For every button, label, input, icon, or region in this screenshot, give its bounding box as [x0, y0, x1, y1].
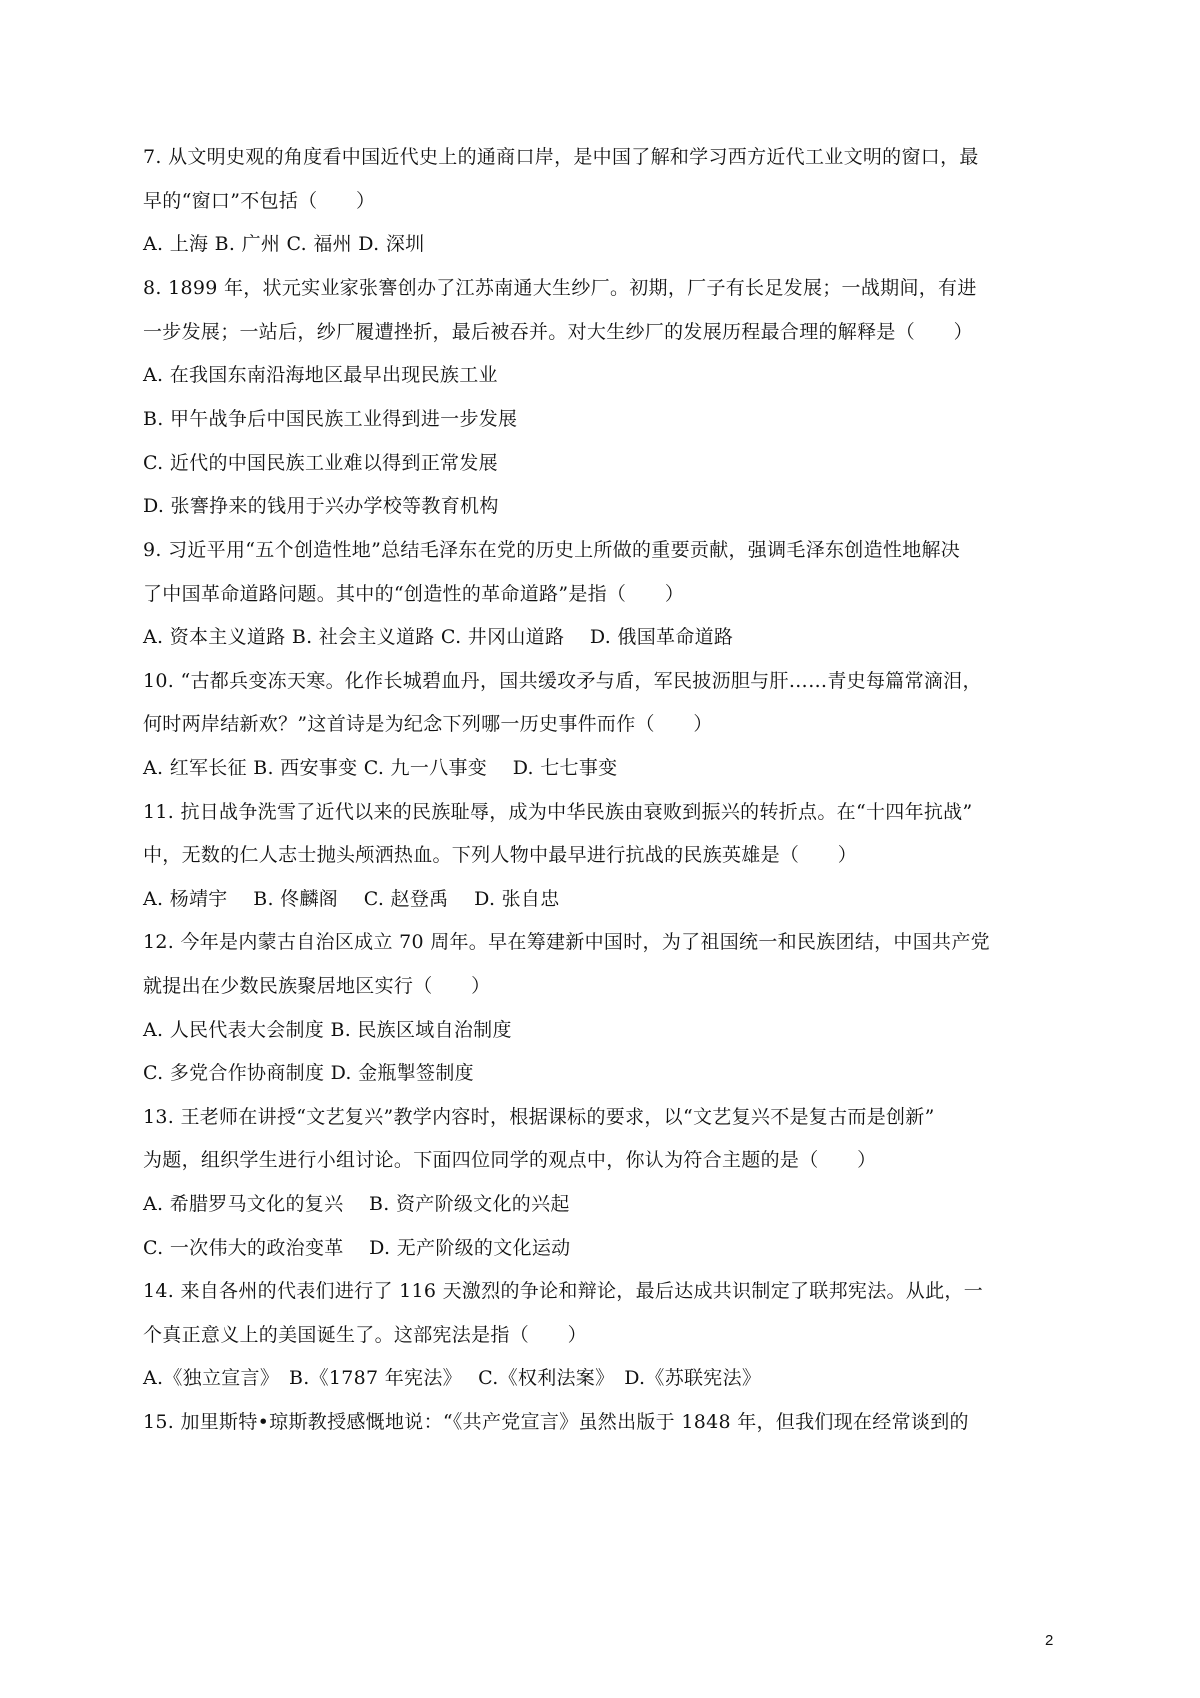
q12-stem-line-2: 就提出在少数民族聚居地区实行（ ） — [143, 975, 491, 997]
q14-stem-line-1: 14. 来自各州的代表们进行了 116 天激烈的争论和辩论，最后达成共识制定了联邦宪法。从此，一 — [143, 1280, 984, 1302]
q8-stem-line-2: 一步发展；一站后，纱厂履遭挫折，最后被吞并。对大生纱厂的发展历程最合理的解释是（ ） — [143, 321, 973, 343]
q13-options-cd: C. 一次伟大的政治变革 D. 无产阶级的文化运动 — [143, 1237, 571, 1259]
q13-options-ab: A. 希腊罗马文化的复兴 B. 资产阶级文化的兴起 — [143, 1193, 570, 1215]
q7-stem-line-1: 7. 从文明史观的角度看中国近代史上的通商口岸，是中国了解和学习西方近代工业文明的窗口，最 — [143, 146, 979, 168]
q7-stem-line-2: 早的“窗口”不包括（ ） — [143, 190, 376, 212]
q11-options: A. 杨靖宇 B. 佟麟阁 C. 赵登禹 D. 张自忠 — [143, 888, 560, 910]
q12-stem-line-1: 12. 今年是内蒙古自治区成立 70 周年。早在筹建新中国时，为了祖国统一和民族团结，中国共产党 — [143, 931, 990, 953]
q8-option-b: B. 甲午战争后中国民族工业得到进一步发展 — [143, 408, 518, 430]
q12-options-cd: C. 多党合作协商制度 D. 金瓶掣签制度 — [143, 1062, 474, 1084]
q8-option-a: A. 在我国东南沿海地区最早出现民族工业 — [143, 364, 498, 386]
page-number: 2 — [1045, 1632, 1054, 1649]
q9-stem-line-2: 了中国革命道路问题。其中的“创造性的革命道路”是指（ ） — [143, 583, 685, 605]
q12-options-ab: A. 人民代表大会制度 B. 民族区域自治制度 — [143, 1019, 512, 1041]
q13-stem-line-2: 为题，组织学生进行小组讨论。下面四位同学的观点中，你认为符合主题的是（ ） — [143, 1149, 877, 1171]
q10-options: A. 红军长征 B. 西安事变 C. 九一八事变 D. 七七事变 — [143, 757, 618, 779]
q8-stem-line-1: 8. 1899 年，状元实业家张謇创办了江苏南通大生纱厂。初期，厂子有长足发展；一战期间，有进 — [143, 277, 977, 299]
q11-stem-line-1: 11. 抗日战争洗雪了近代以来的民族耻辱，成为中华民族由衰败到振兴的转折点。在“十四年抗战” — [143, 801, 973, 823]
q11-stem-line-2: 中，无数的仁人志士抛头颅洒热血。下列人物中最早进行抗战的民族英雄是（ ） — [143, 844, 858, 866]
q14-options: A.《独立宣言》 B.《1787 年宪法》 C.《权利法案》 D.《苏联宪法》 — [143, 1367, 762, 1389]
q9-options: A. 资本主义道路 B. 社会主义道路 C. 井冈山道路 D. 俄国革命道路 — [143, 626, 734, 648]
q14-stem-line-2: 个真正意义上的美国诞生了。这部宪法是指（ ） — [143, 1324, 587, 1346]
q10-stem-line-2: 何时两岸结新欢？”这首诗是为纪念下列哪一历史事件而作（ ） — [143, 713, 713, 735]
q7-options: A. 上海 B. 广州 C. 福州 D. 深圳 — [143, 233, 425, 255]
q8-option-d: D. 张謇挣来的钱用于兴办学校等教育机构 — [143, 495, 499, 517]
q13-stem-line-1: 13. 王老师在讲授“文艺复兴”教学内容时，根据课标的要求，以“文艺复兴不是复古而是创新” — [143, 1106, 935, 1128]
q8-option-c: C. 近代的中国民族工业难以得到正常发展 — [143, 452, 498, 474]
q15-stem-line-1: 15. 加里斯特•琼斯教授感慨地说：“《共产党宣言》虽然出版于 1848 年，但我们现在经常谈到的 — [143, 1411, 969, 1433]
q9-stem-line-1: 9. 习近平用“五个创造性地”总结毛泽东在党的历史上所做的重要贡献，强调毛泽东创造性地解决 — [143, 539, 961, 561]
q10-stem-line-1: 10. “古都兵变冻天寒。化作长城碧血丹，国共缓攻矛与盾，军民披沥胆与肝……青史每篇常滴泪， — [143, 670, 982, 692]
